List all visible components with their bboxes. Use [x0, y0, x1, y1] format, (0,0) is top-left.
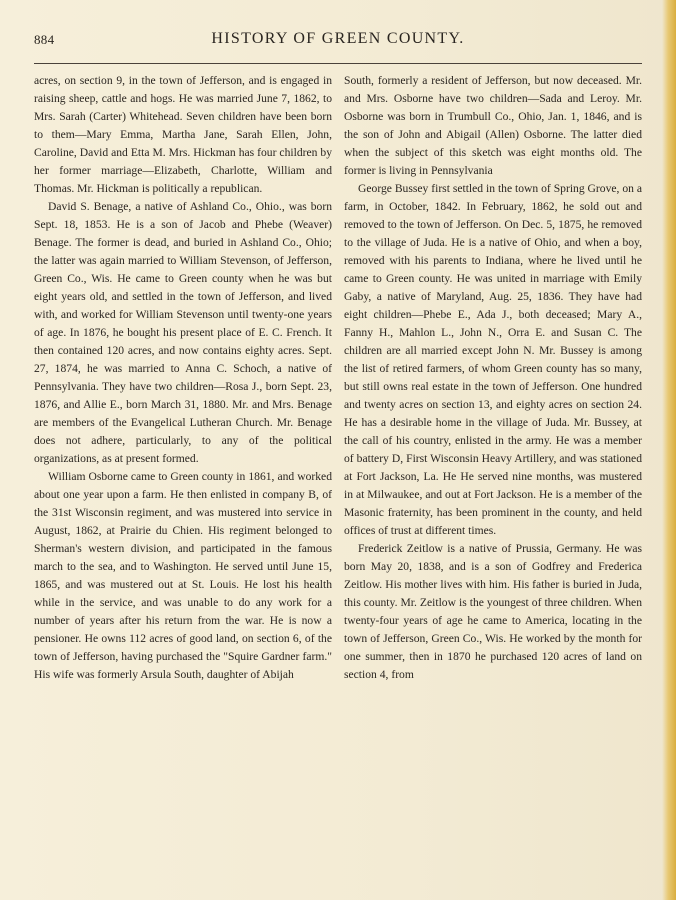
paragraph: William Osborne came to Green county in 1861, and worked about one year upon a farm. He then enlisted in company B, of the 31st Wisconsin regiment, and was mustered into service in August, 1862, at Prairie du Chien. His regiment belonged to Sherman's western division, and participated in the famous march to the sea, and to Washington. He served until June 15, 1865, and was mustered out at St. Louis. He lost his health while in the service, and was unable to do any work for a number of years after his return from the war. He is now a pensioner. He owns 112 acres of good land, on section 6, of the town of Jefferson, having purchased the "Squire Gardner farm." His wife was formerly Arsula South, daughter of Abijah: [34, 470, 332, 681]
right-column: [344, 72, 642, 872]
paragraph: acres, on section 9, in the town of Jefferson, and is engaged in raising sheep, cattle and hogs. He was married June 7, 1862, to Mrs. Sarah (Carter) Whitehead. Seven children have been born to them—Mary Emma, Martha Jane, Sarah Ellen, John, Caroline, David and Etta M. Mrs. Hickman has four children by her former marriage—Elizabeth, Charlotte, William and Thomas. Mr. Hickman is politically a republican.: [34, 74, 332, 195]
page-header: [34, 30, 642, 54]
running-title: HISTORY OF GREEN COUNTY.: [211, 30, 465, 47]
paragraph: Frederick Zeitlow is a native of Prussia, Germany. He was born May 20, 1838, and is a son of Godfrey and Frederica Zeitlow. His mother lives with him. His father is buried in Juda, this county. Mr. Zeitlow is the youngest of three children. When twenty-four years of age he came to America, locating in the town of Jefferson, Green Co., Wis. He worked by the month for one summer, then in 1870 he purchased 120 acres of land on section 4, from: [344, 542, 642, 681]
text-columns: [34, 72, 642, 872]
page-edge: [662, 0, 676, 900]
left-column: [34, 72, 332, 872]
paragraph: George Bussey first settled in the town of Spring Grove, on a farm, in October, 1842. In February, 1862, he sold out and removed to the town of Jefferson. On Dec. 5, 1875, he removed to the village of Juda. He is a native of Ohio, and when a boy, removed with his parents to Indiana, where he lived until he came to Green county. He was united in marriage with Emily Gaby, a native of Maryland, Aug. 25, 1836. They have had eight children—Phebe E., Ada J., both deceased; Mary A., Fanny H., Mahlon L., John N., Orra E. and Susan C. The children are all married except John N. Mr. Bussey is among the list of retired farmers, of whom Green county has so many, but still owns real estate in the town of Jefferson. One hundred and twenty acres on section 13, and eighty acres on section 24. He has a desirable home in the village of Juda. Mr. Bussey, at the call of his country, enlisted in the army. He was a member of battery D, First Wisconsin Heavy Artillery, and was stationed at Fort Jackson, La. He He served nine months, was mustered in at Milwaukee, and out at Fort Jackson. He is a member of the Masonic fraternity, has been prominent in the county, and held offices of trust at different times.: [344, 182, 642, 537]
paragraph: David S. Benage, a native of Ashland Co., Ohio., was born Sept. 18, 1853. He is a son of Jacob and Phebe (Weaver) Benage. The former is dead, and buried in Ashland Co., Ohio; the latter was again married to William Stevenson, of Jefferson, Green Co., Wis. He came to Green county when he was but eight years old, and settled in the town of Jefferson, and lived with, and worked for William Stevenson until twenty-one years of age. In 1876, he bought his present place of E. C. French. It then contained 120 acres, and now contains eighty acres. Sept. 27, 1874, he was married to Anna C. Schoch, a native of Pennsylvania. They have two children—Rosa J., born Sept. 23, 1876, and Allie E., born March 31, 1880. Mr. and Mrs. Benage are members of the Evangelical Lutheran Church. Mr. Benage does not adhere, particularly, to any of the political organizations, as at present formed.: [34, 200, 332, 465]
page-number: 884: [34, 32, 55, 47]
paragraph: South, formerly a resident of Jefferson, but now deceased. Mr. and Mrs. Osborne have two children—Sada and Leroy. Mr. Osborne was born in Trumbull Co., Ohio, Jan. 1, 1846, and is the son of John and Abigail (Allen) Osborne. The latter died when the subject of this sketch was eight months old. The former is living in Pennsylvania: [344, 74, 642, 177]
header-rule: [34, 63, 642, 64]
